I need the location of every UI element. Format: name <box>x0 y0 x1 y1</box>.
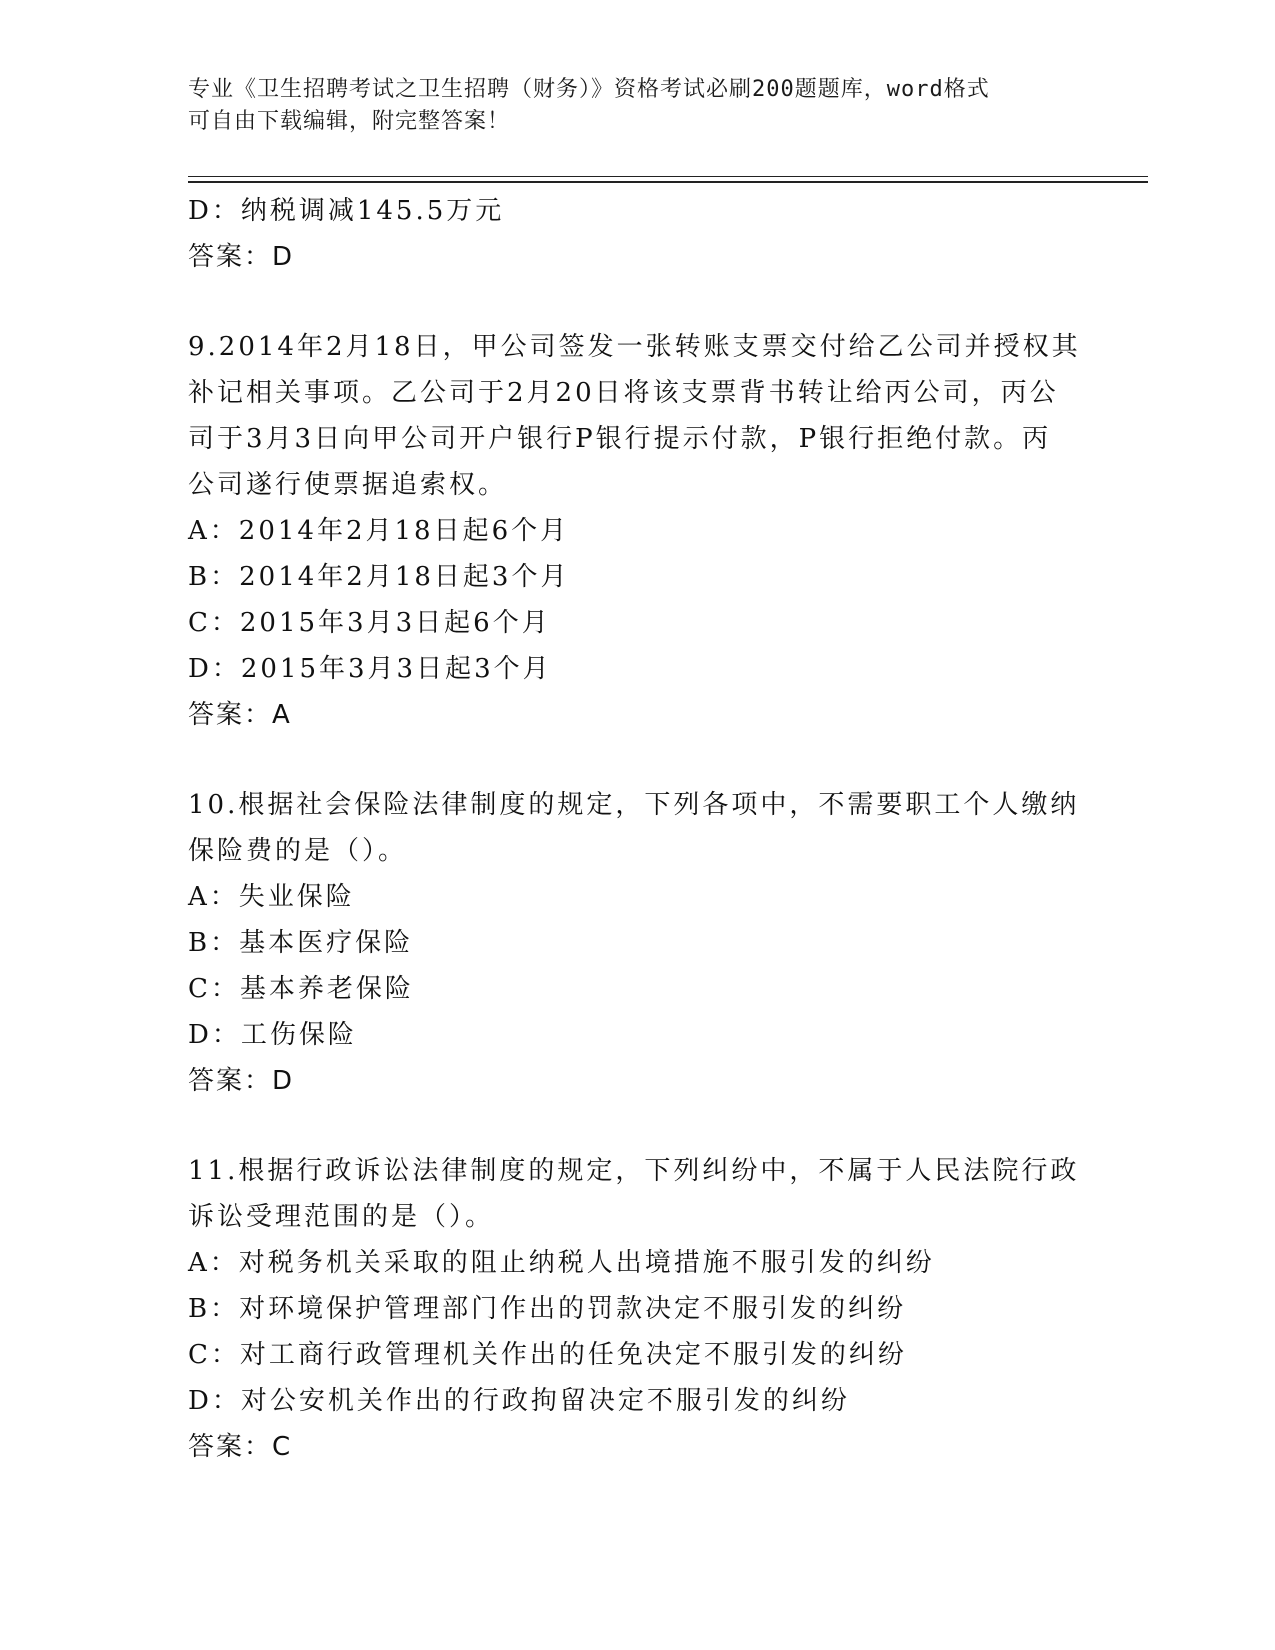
question-9 <box>188 324 1088 738</box>
question-10 <box>188 782 1088 1104</box>
question-9-text-line: 司于3月3日向甲公司开户银行P银行提示付款，P银行拒绝付款。丙 <box>188 424 1052 454</box>
question-11-option-d: D：对公安机关作出的行政拘留决定不服引发的纠纷 <box>188 1386 850 1416</box>
prev-answer: 答案：D <box>188 242 295 272</box>
question-9-answer: 答案：A <box>188 700 292 730</box>
question-9-text-line: 补记相关事项。乙公司于2月20日将该支票背书转让给丙公司，丙公 <box>188 378 1059 408</box>
header-line-2: 可自由下载编辑，附完整答案！ <box>188 109 511 134</box>
question-10-answer: 答案：D <box>188 1066 295 1096</box>
question-9-text-line: 9.2014年2月18日，甲公司签发一张转账支票交付给乙公司并授权其 <box>188 332 1081 362</box>
question-9-text-line: 公司遂行使票据追索权。 <box>188 470 508 500</box>
question-10-text-line: 10.根据社会保险法律制度的规定，下列各项中，不需要职工个人缴纳 <box>188 790 1080 820</box>
question-11-option-c: C：对工商行政管理机关作出的任免决定不服引发的纠纷 <box>188 1340 907 1370</box>
question-9-option-a: A：2014年2月18日起6个月 <box>188 516 570 546</box>
question-11-text-line: 诉讼受理范围的是（）。 <box>188 1202 495 1232</box>
question-11-answer: 答案：C <box>188 1432 293 1462</box>
spacer <box>188 1104 1088 1148</box>
question-9-option-c: C：2015年3月3日起6个月 <box>188 608 551 638</box>
question-content <box>188 188 1088 1470</box>
question-10-option-d: D：工伤保险 <box>188 1020 357 1050</box>
spacer <box>188 738 1088 782</box>
question-10-option-a: A：失业保险 <box>188 882 355 912</box>
question-10-option-b: B：基本医疗保险 <box>188 928 414 958</box>
question-11-option-a: A：对税务机关采取的阻止纳税人出境措施不服引发的纠纷 <box>188 1248 935 1278</box>
question-9-option-d: D：2015年3月3日起3个月 <box>188 654 552 684</box>
spacer <box>188 280 1088 324</box>
question-11 <box>188 1148 1088 1470</box>
question-10-text-line: 保险费的是（）。 <box>188 836 408 866</box>
header-rule-thick <box>188 181 1148 183</box>
question-9-option-b: B：2014年2月18日起3个月 <box>188 562 570 592</box>
question-11-option-b: B：对环境保护管理部门作出的罚款决定不服引发的纠纷 <box>188 1294 907 1324</box>
question-10-option-c: C：基本养老保险 <box>188 974 414 1004</box>
prev-option-d: D：纳税调减145.5万元 <box>188 196 505 226</box>
header-rule-thin <box>188 176 1148 177</box>
question-11-text-line: 11.根据行政诉讼法律制度的规定，下列纠纷中，不属于人民法院行政 <box>188 1156 1080 1186</box>
header-line-1: 专业《卫生招聘考试之卫生招聘（财务）》资格考试必刷200题题库，word格式 <box>188 77 990 102</box>
page-header <box>188 74 1088 138</box>
